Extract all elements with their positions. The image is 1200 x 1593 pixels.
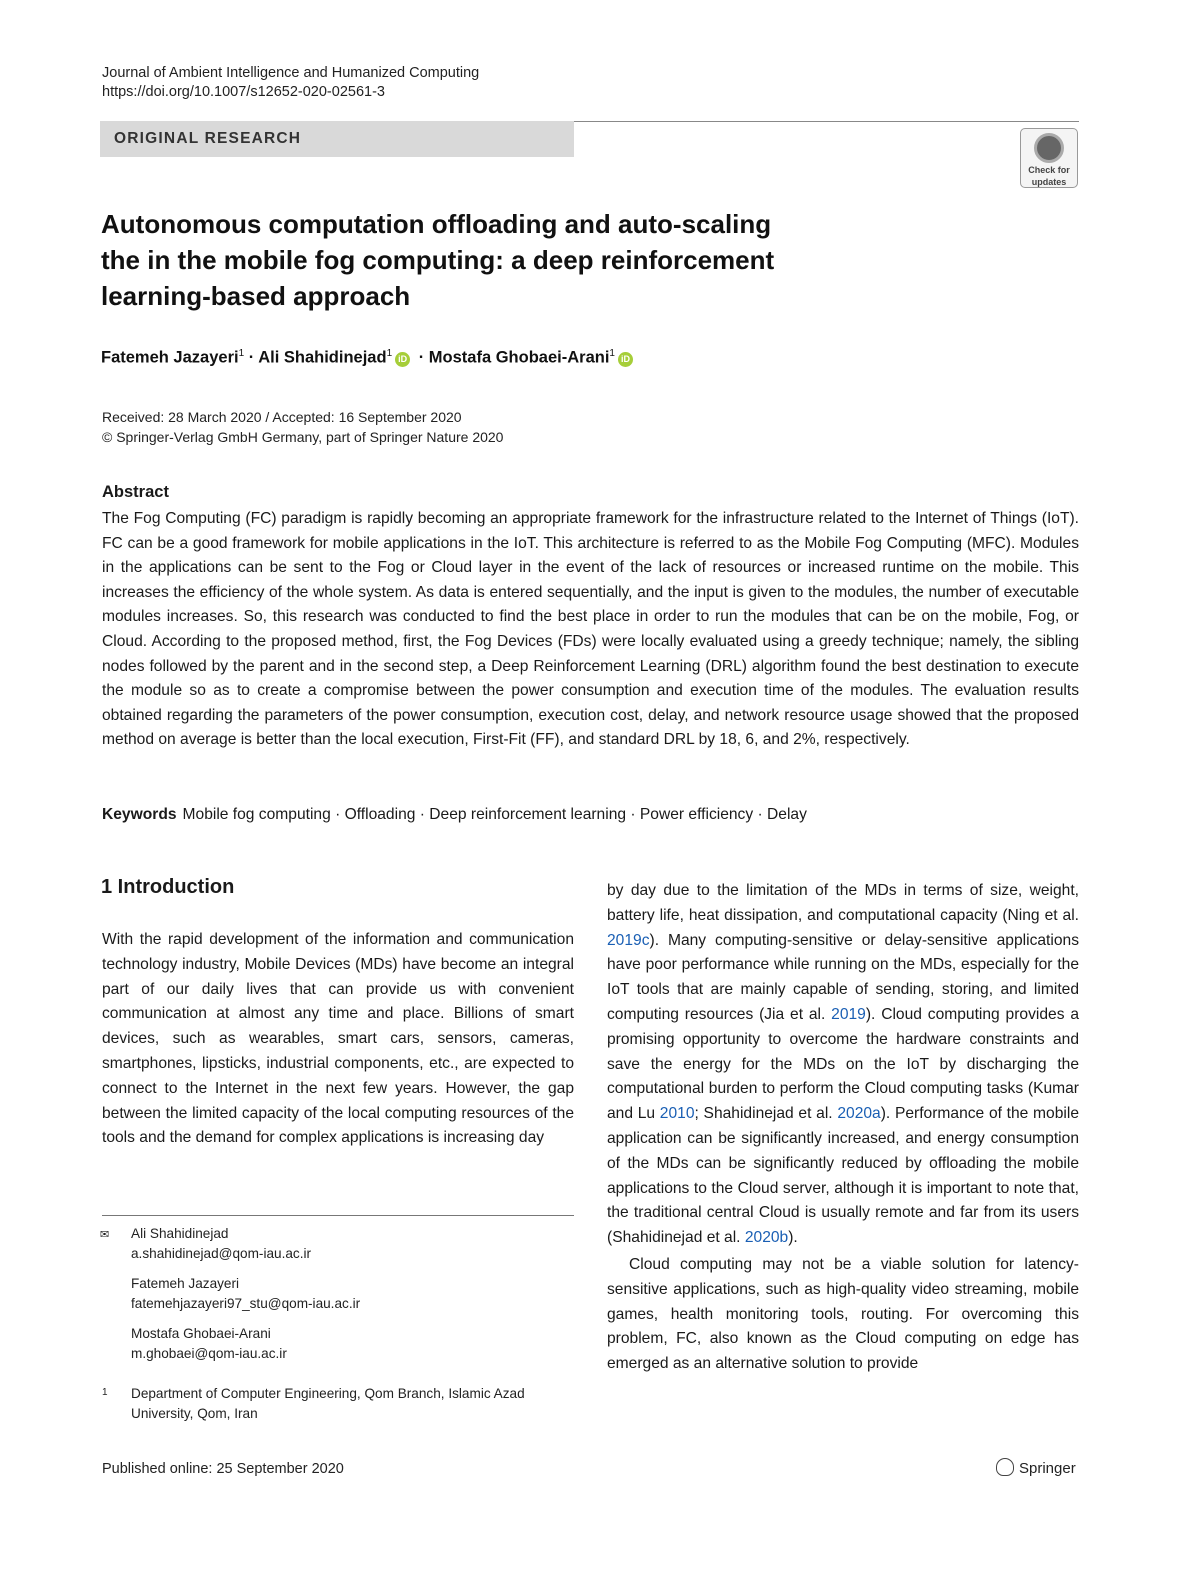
author-contact	[131, 1324, 287, 1364]
abstract-heading: Abstract	[102, 483, 169, 501]
article-title	[101, 206, 861, 314]
footnote-name: Mostafa Ghobaei-Arani	[131, 1326, 271, 1341]
copyright: © Springer-Verlag GmbH Germany, part of Springer Nature 2020	[102, 429, 504, 445]
keywords-list: Mobile fog computing · Offloading · Deep reinforcement learning · Power efficiency · Delay	[182, 806, 807, 823]
abstract-text: The Fog Computing (FC) paradigm is rapidly becoming an appropriate framework for the infrastructure related to the Internet of Things (IoT). FC can be a good framework for mobile applications in the IoT. This architecture is referred to as the Mobile Fog Computing (MFC). Modules in the applications can be sent to the Fog or Cloud layer in the event of the lack of resources or increased runtime on the mobile. This increases the efficiency of the whole system. As data is entered sequentially, and the input is given to the modules, the number of executable modules increases. So, this research was conducted to find the best place in order to run the modules that can be on the mobile, Fog, or Cloud. According to the proposed method, first, the Fog Devices (FDs) were locally evaluated using a greedy technique; namely, the sibling nodes followed by the parent and in the second step, a Deep Reinforcement Learning (DRL) algorithm found the best destination to execute the module so as to create a compromise between the power consumption and execution time of the modules. The evaluation results obtained regarding the parameters of the power consumption, execution cost, delay, and network resource usage showed that the proposed method on average is better than the local execution, First-Fit (FF), and standard DRL by 18, 6, and 2%, respectively.	[102, 510, 1079, 749]
badge-label-2: updates	[1031, 177, 1067, 187]
envelope-icon: ✉	[100, 1229, 110, 1241]
check-for-updates-badge[interactable]	[1020, 128, 1078, 188]
citation-link[interactable]: 2020b	[744, 1229, 789, 1247]
author-list	[101, 348, 637, 368]
intro-paragraph-2: by day due to the limitation of the MDs in terms of size, weight, battery life, heat dissipation, and computational capacity (Ning et al. 2019c). Many computing-sensitive or delay-sensitive applications have poor performance while running on the MDs, especially for the IoT tools that are mainly capable of sending, storing, and limited computing resources (Jia et al. 2019). Cloud computing provides a promising opportunity to overcome the hardware constraints and save the energy for the MDs on the IoT by discharging the computational burden to perform the Cloud computing tasks (Kumar and Lu 2010; Shahidinejad et al. 2020a). Performance of the mobile application can be significantly increased, and energy consumption of the MDs can be significantly reduced by offloading the mobile applications to the Cloud server, although it is important to note that, the traditional central Cloud is usually remote and far from its users (Shahidinejad et al. 2020b).	[607, 882, 1079, 1247]
author-1[interactable]: Fatemeh Jazayeri	[101, 348, 239, 367]
orcid-icon[interactable]: iD	[618, 352, 633, 367]
journal-header	[102, 64, 479, 102]
author-1-affiliation: 1	[238, 348, 245, 359]
affiliation-marker: 1	[102, 1387, 108, 1398]
intro-right-column	[607, 879, 1079, 1377]
doi-link[interactable]: https://doi.org/10.1007/s12652-020-02561-3	[102, 84, 385, 100]
intro-paragraph-3: Cloud computing may not be a viable solution for latency-sensitive applications, such as high-quality video streaming, mobile games, health monitoring tools, routing. For overcoming this problem, FC, also known as the Cloud computing on edge has emerged as an alternative solution to provide	[607, 1255, 1079, 1373]
citation-link[interactable]: 2019c	[607, 931, 650, 949]
section-label: ORIGINAL RESEARCH	[100, 121, 574, 157]
article-dates	[102, 407, 503, 447]
footnote-email[interactable]: m.ghobaei@qom-iau.ac.ir	[131, 1346, 287, 1361]
journal-name: Journal of Ambient Intelligence and Humanized Computing	[102, 65, 480, 81]
author-separator: ·	[244, 348, 259, 367]
springer-logo-icon	[996, 1458, 1014, 1476]
author-3-affiliation: 1	[609, 348, 615, 359]
introduction-heading: 1 Introduction	[101, 876, 235, 898]
footnote-email[interactable]: a.shahidinejad@qom-iau.ac.ir	[131, 1246, 312, 1261]
intro-paragraph-1: With the rapid development of the information and communication technology industry, Mobile Devices (MDs) have become an integral part of our daily lives that can provide us with convenient communication at almost any time and place. Billions of smart devices, such as wearables, smart cars, sensors, cameras, smartphones, lipsticks, industrial components, etc., are expected to connect to the Internet in the next few years. However, the gap between the limited capacity of the local computing resources of the tools and the demand for complex applications is increasing day	[102, 931, 574, 1147]
title-line-2: the in the mobile fog computing: a deep reinforcement	[101, 245, 775, 275]
author-separator: ·	[414, 348, 429, 367]
author-2-affiliation: 1	[386, 348, 393, 359]
intro-left-column	[102, 928, 574, 1151]
footnote-name: Fatemeh Jazayeri	[131, 1276, 240, 1291]
published-date: Published online: 25 September 2020	[102, 1461, 344, 1477]
keywords-label: Keywords	[102, 806, 177, 823]
citation-link[interactable]: 2019	[831, 1005, 866, 1023]
title-line-1: Autonomous computation offloading and auto-scaling	[101, 209, 772, 239]
header-rule	[574, 121, 1079, 122]
author-2[interactable]: Ali Shahidinejad	[258, 348, 387, 367]
citation-link[interactable]: 2010	[659, 1105, 695, 1123]
publisher	[996, 1458, 1076, 1477]
update-icon	[1034, 133, 1064, 163]
publisher-name: Springer	[1019, 1460, 1076, 1477]
badge-label-1: Check for	[1028, 165, 1070, 175]
citation-link[interactable]: 2020a	[837, 1105, 881, 1123]
footnote-rule	[102, 1215, 574, 1216]
received-accepted: Received: 28 March 2020 / Accepted: 16 September 2020	[102, 409, 462, 425]
author-3[interactable]: Mostafa Ghobaei-Arani	[428, 348, 610, 367]
author-contact	[131, 1274, 360, 1314]
footnote-name: Ali Shahidinejad	[131, 1226, 229, 1241]
footnote-email[interactable]: fatemehjazayeri97_stu@qom-iau.ac.ir	[131, 1296, 361, 1311]
corresponding-author	[131, 1224, 311, 1264]
affiliation: Department of Computer Engineering, Qom Branch, Islamic Azad University, Qom, Iran	[131, 1386, 525, 1421]
orcid-icon[interactable]: iD	[395, 352, 410, 367]
keywords	[102, 806, 807, 824]
title-line-3: learning-based approach	[101, 281, 411, 311]
